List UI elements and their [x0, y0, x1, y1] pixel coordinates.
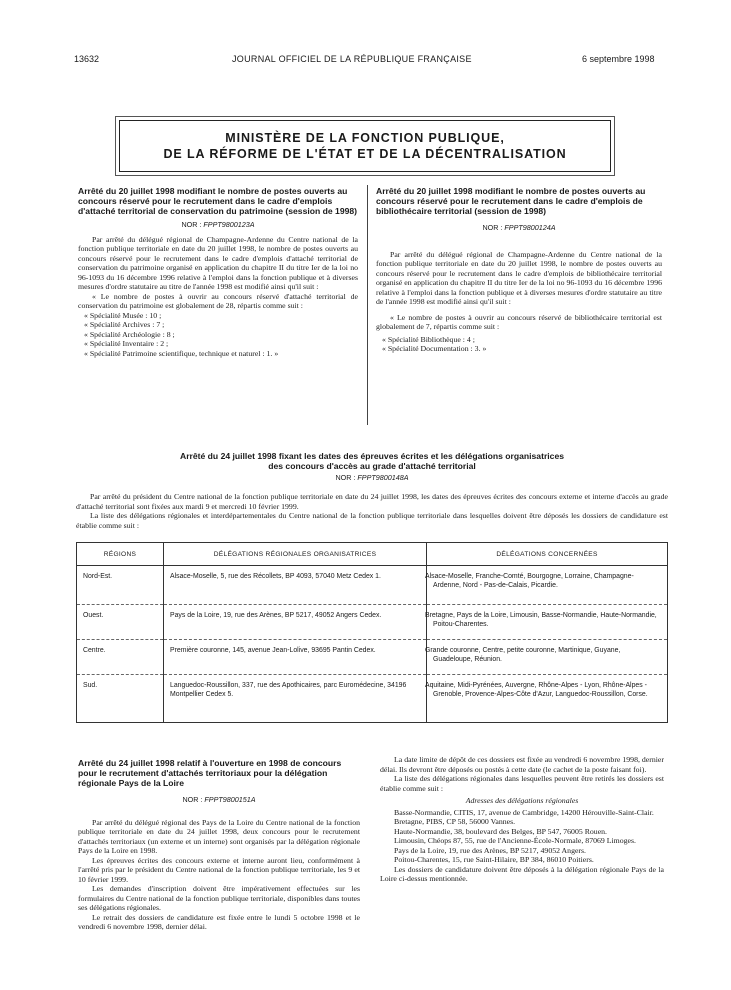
article-1-body	[78, 235, 358, 359]
journal-title: JOURNAL OFFICIEL DE LA RÉPUBLIQUE FRANÇAISE	[232, 54, 472, 64]
article-4-para: Le retrait des dossiers de candidature est fixée entre le lundi 5 octobre 1998 et le vendredi 6 novembre 1998, dernier délai.	[78, 912, 360, 932]
article-2-para-1: Par arrêté du délégué régional de Champagne-Ardenne du Centre national de la fonction publique territoriale en date du 20 juillet 1998, le nombre de postes ouverts au concours réservé pour le recrutement dans le cadre d'emplois de bibliothécaire territorial organisé en application du chapitre II du titre Ier de la loi no 96-1093 du 16 décembre 1996 relative à l'emploi dans la fonction publique et à diverses mesures d'ordre statutaire au titre de l'année 1998 est modifié ainsi qu'il suit :	[376, 249, 662, 307]
issue-date: 6 septembre 1998	[582, 54, 655, 64]
article-2-para-2: « Le nombre de postes à ouvrir au concours réservé de bibliothécaire territorial est globalement de 7, répartis comme suit :	[376, 312, 662, 332]
article-4-para: La date limite de dépôt de ces dossiers est fixée au vendredi 6 novembre 1998, dernier délai. Ils devront être déposés ou postés à cette date (le cachet de la poste faisant foi).	[380, 755, 664, 774]
article-4-nor: NOR : FPPT9800151A	[182, 794, 256, 804]
organizer-cell: Alsace-Moselle, 5, rue des Récollets, BP 4093, 57040 Metz Cedex 1.	[164, 566, 427, 605]
address-item: Bretagne, PIBS, CP 58, 56000 Vannes.	[394, 817, 516, 826]
table-header-row	[77, 543, 668, 566]
list-item: « Spécialité Musée : 10 ;	[84, 310, 162, 320]
article-4-right-body	[380, 755, 664, 884]
concerned-cell: Grande couronne, Centre, petite couronne, Martinique, Guyane, Guadeloupe, Réunion.	[427, 640, 668, 675]
table-row	[77, 566, 668, 605]
article-1-nor: NOR : FPPT9800123A	[181, 219, 255, 229]
address-item: Pays de la Loire, 19, rue des Arènes, BP 5217, 49052 Angers.	[394, 845, 587, 855]
column-header: DÉLÉGATIONS CONCERNÉES	[427, 543, 668, 566]
list-item: « Spécialité Documentation : 3. »	[382, 344, 487, 354]
addresses-heading: Adresses des délégations régionales	[465, 796, 579, 805]
list-item: « Spécialité Archéologie : 8 ;	[84, 329, 175, 339]
article-1-para-2: « Le nombre de postes à ouvrir au concours réservé d'attaché territorial de conservation du patrimoine est globalement de 28, répartis comme suit :	[78, 291, 358, 311]
article-4-para: La liste des délégations régionales dans lesquelles peuvent être retirés les dossiers est établie comme suit :	[380, 774, 664, 793]
ministry-heading-box	[119, 120, 611, 172]
article-1-para-1: Par arrêté du délégué régional de Champagne-Ardenne du Centre national de la fonction publique territoriale en date du 20 juillet 1998, le nombre de postes ouverts au concours réservé pour le recrutement dans le cadre d'emplois d'attaché territorial de conservation du patrimoine organisé en application du chapitre II du titre Ier de la loi no 96-1093 du 16 décembre 1996 relative à l'emploi dans la fonction publique et à diverses mesures d'ordre statutaire au titre de l'année 1998 est modifié ainsi qu'il suit :	[78, 234, 358, 292]
column-header: RÉGIONS	[77, 543, 164, 566]
article-3-para-2: La liste des délégations régionales et interdépartementales du Centre national de la fonction publique territoriale dans lesquelles doivent être déposés les dossiers de candidature est établie comme suit :	[76, 511, 668, 530]
article-1-title: Arrêté du 20 juillet 1998 modifiant le nombre de postes ouverts au concours réservé pour le recrutement dans le cadre d'emplois d'attaché territorial de conservation du patrimoine (session de 1998)	[78, 186, 358, 217]
article-4-para: Les demandes d'inscription doivent être impérativement effectuées sur les formulaires du Centre national de la fonction publique territoriale, disponibles dans toutes ses délégations régionales.	[78, 884, 360, 913]
organizer-cell: Première couronne, 145, avenue Jean-Lolive, 93695 Pantin Cedex.	[164, 640, 427, 675]
article-3-body	[76, 492, 668, 530]
region-cell: Centre.	[77, 640, 164, 675]
article-3-para-1: Par arrêté du président du Centre national de la fonction publique territoriale en date du 24 juillet 1998, les dates des épreuves écrites des concours externe et interne d'accès au grade d'attaché territorial sont fixées aux mardi 9 et mercredi 10 février 1999.	[76, 492, 668, 511]
concerned-cell: Aquitaine, Midi-Pyrénées, Auvergne, Rhône-Alpes - Lyon, Rhône-Alpes - Grenoble, Provence-Alpes-Côte d'Azur, Languedoc-Roussillon, Corse.	[427, 675, 668, 723]
ministry-line-2: DE LA RÉFORME DE L'ÉTAT ET DE LA DÉCENTRALISATION	[163, 147, 567, 161]
article-4-para: Les épreuves écrites des concours externe et interne auront lieu, conformément à l'arrêté pris par le président du Centre national de la fonction publique territoriale, les 9 et 10 février 1999.	[78, 855, 360, 884]
article-4-left-body	[78, 818, 360, 932]
ministry-line-1: MINISTÈRE DE LA FONCTION PUBLIQUE,	[225, 131, 505, 145]
address-item: Basse-Normandie, CITIS, 17, avenue de Cambridge, 14200 Hérouville-Saint-Clair.	[394, 807, 654, 817]
article-4-title: Arrêté du 24 juillet 1998 relatif à l'ouverture en 1998 de concours pour le recrutement d'attachés territoriaux pour la délégation régionale Pays de la Loire	[78, 758, 342, 789]
address-item: Poitou-Charentes, 15, rue Saint-Hilaire, BP 384, 86010 Poitiers.	[394, 855, 594, 864]
article-3-title: Arrêté du 24 juillet 1998 fixant les dates des épreuves écrites et les délégations organisatrices des concours d'accès au grade d'attaché territorial	[179, 451, 565, 472]
article-1	[78, 186, 358, 358]
concerned-cell: Alsace-Moselle, Franche-Comté, Bourgogne, Lorraine, Champagne-Ardenne, Nord - Pas-de-Calais, Picardie.	[427, 566, 668, 605]
article-4-para: Par arrêté du délégué régional des Pays de la Loire du Centre national de la fonction publique territoriale en date du 24 juillet 1998, deux concours pour le recrutement d'attachés territoriaux (un externe et un interne) sont organisés par la délégation régionale Pays de la Loire en 1998.	[78, 817, 360, 856]
article-4	[78, 758, 360, 932]
closing-paragraph: Les dossiers de candidature doivent être déposés à la délégation régionale Pays de la Loire ci-dessus mentionnée.	[380, 864, 664, 883]
article-2-title: Arrêté du 20 juillet 1998 modifiant le nombre de postes ouverts au concours réservé pour le recrutement dans le cadre d'emplois de bibliothécaire territorial (session de 1998)	[376, 186, 646, 217]
article-3	[76, 451, 668, 530]
list-item: « Spécialité Patrimoine scientifique, technique et naturel : 1. »	[84, 348, 279, 358]
column-header: DÉLÉGATIONS RÉGIONALES ORGANISATRICES	[164, 543, 427, 566]
article-2	[376, 186, 662, 354]
organizer-cell: Pays de la Loire, 19, rue des Arènes, BP 5217, 49052 Angers Cedex.	[164, 605, 427, 640]
article-4-continued	[380, 755, 664, 884]
list-item: « Spécialité Inventaire : 2 ;	[84, 339, 169, 349]
list-item: « Spécialité Bibliothèque : 4 ;	[382, 334, 475, 344]
address-item: Haute-Normandie, 38, boulevard des Belges, BP 547, 76005 Rouen.	[394, 826, 608, 836]
table-row	[77, 640, 668, 675]
list-item: « Spécialité Archives : 7 ;	[84, 320, 165, 330]
article-2-body	[376, 250, 662, 354]
concerned-cell: Bretagne, Pays de la Loire, Limousin, Basse-Normandie, Haute-Normandie, Poitou-Charentes.	[427, 605, 668, 640]
column-divider	[367, 185, 368, 425]
delegations-table	[76, 542, 668, 723]
article-3-nor: NOR : FPPT9800148A	[335, 473, 409, 483]
organizer-cell: Languedoc-Roussillon, 337, rue des Apothicaires, parc Euromédecine, 34196 Montpellier Cedex 5.	[164, 675, 427, 723]
page-number: 13632	[74, 54, 100, 64]
article-2-nor: NOR : FPPT9800124A	[482, 222, 556, 232]
region-cell: Nord-Est.	[83, 573, 113, 580]
region-cell: Sud.	[77, 675, 164, 723]
region-cell: Ouest.	[77, 605, 164, 640]
table-row	[77, 605, 668, 640]
address-item: Limousin, Chéops 87, 55, rue de l'Ancienne-École-Normale, 87069 Limoges.	[394, 836, 636, 845]
table-row	[77, 675, 668, 723]
